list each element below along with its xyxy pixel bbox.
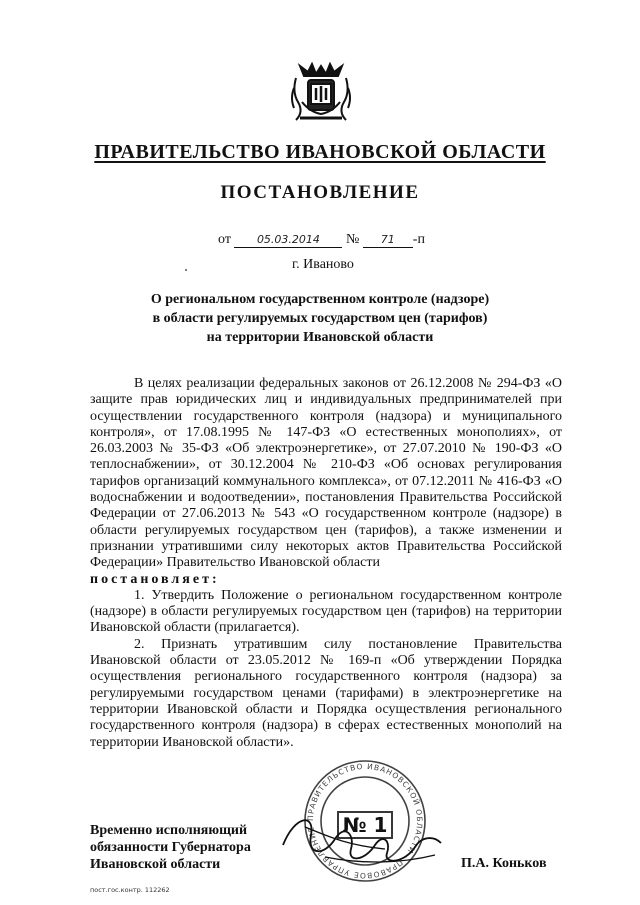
date-prefix: от (218, 232, 231, 247)
stamp-number: № 1 (342, 813, 388, 837)
footer-code: пост.гос.контр. 112262 (90, 886, 170, 894)
signer-position-line: обязанности Губернатора (90, 840, 251, 855)
date-field: 05.03.2014 (234, 233, 342, 248)
signer-position-line: Временно исполняющий (90, 823, 248, 838)
signer-name: П.А. Коньков (461, 856, 547, 871)
resolves-word: постановляет: (90, 571, 220, 587)
number-suffix: -п (412, 232, 425, 247)
handwritten-signature (265, 805, 445, 875)
document-type: ПОСТАНОВЛЕНИЕ (220, 182, 420, 203)
signer-position (90, 822, 251, 873)
stamp-ring-text: ПРАВИТЕЛЬСТВО ИВАНОВСКОЙ ОБЛАСТИ · ПРАВОВОЕ УПРАВЛЕНИЕ (305, 761, 425, 881)
subject-line: на территории Ивановской области (206, 330, 434, 345)
number-field: 71 (363, 233, 413, 248)
date-number-line (218, 232, 425, 248)
government-title-text: ПРАВИТЕЛЬСТВО ИВАНОВСКОЙ ОБЛАСТИ (94, 141, 546, 163)
government-title (0, 141, 640, 164)
document-subject (0, 290, 640, 347)
signer-position-line: Ивановской области (90, 857, 221, 872)
city: г. Иваново (292, 257, 354, 272)
item-2-paragraph: 2. Признать утратившим силу постановление Правительства Ивановской области от 23.05.2012 № 169-п «Об утверждении Порядка осуществления регионального государственного контроля (надзора) за регулируемыми государством ценами (тарифами) в электроэнергетике на территории Ивановской области и Порядка осуществления регионального государственного контроля (надзора) в сферах естественных монополий на территории Ивановской области». (90, 636, 562, 750)
stray-mark (184, 268, 188, 272)
subject-line: в области регулируемых государством цен (тарифов) (152, 311, 488, 326)
subject-line: О региональном государственном контроле (надзоре) (150, 292, 490, 307)
preamble-paragraph: В целях реализации федеральных законов от 26.12.2008 № 294-ФЗ «О защите прав юридических лиц и индивидуальных предпринимателей при осуществлении государственного контроля (надзора) и муниципального контроля», от 17.08.1995 № 147-ФЗ «О естественных монополиях», от 26.03.2003 № 35-ФЗ «Об электроэнергетике», от 27.07.2010 № 190-ФЗ «О теплоснабжении», от 30.12.2004 № 210-ФЗ «Об основах регулирования тарифов организаций коммунального комплекса», от 07.12.2011 № 416-ФЗ «О водоснабжении и водоотведении», постановления Правительства Российской Федерации от 27.06.2013 № 543 «О государственном контроле (надзоре) в области регулируемых государством цен (тарифов), а также изменении и признании утратившими силу некоторых актов Правительства Российской Федерации» Правительство Ивановской области (90, 376, 562, 571)
item-1-paragraph: 1. Утвердить Положение о региональном государственном контроле (надзоре) в области регулируемых государством цен (тарифов) на территории Ивановской области (прилагается). (90, 587, 562, 636)
coat-of-arms-emblem (290, 62, 352, 126)
document-body (90, 376, 562, 751)
number-sign: № (345, 232, 360, 247)
